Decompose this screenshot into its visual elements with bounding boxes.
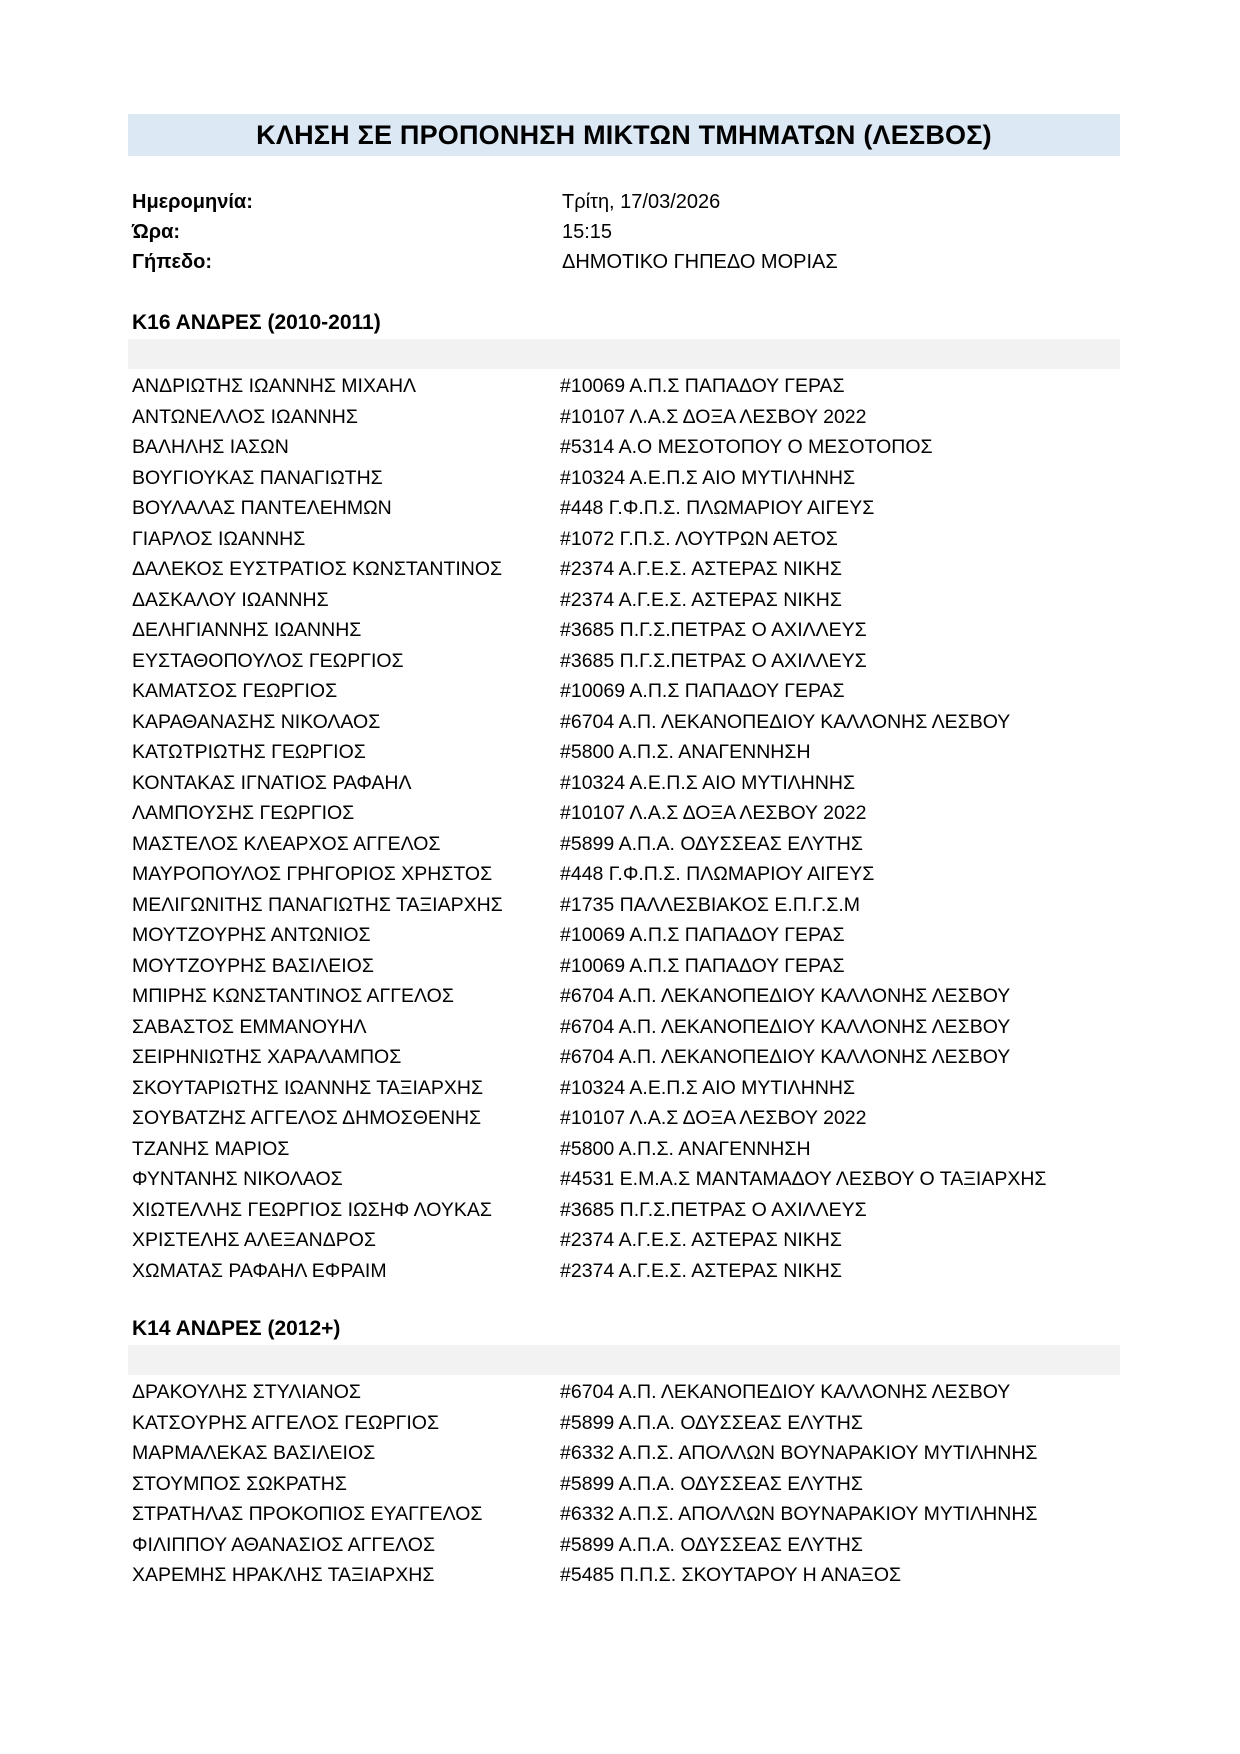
player-club: #1072 Γ.Π.Σ. ΛΟΥΤΡΩΝ ΑΕΤΟΣ	[560, 527, 838, 550]
player-name: ΜΑΡΜΑΛΕΚΑΣ ΒΑΣΙΛΕΙΟΣ	[132, 1442, 376, 1464]
time-label: Ώρα:	[132, 221, 181, 243]
field-label: Γήπεδο:	[132, 251, 213, 273]
date-label: Ημερομηνία:	[132, 191, 253, 213]
player-name: ΣΚΟΥΤΑΡΙΩΤΗΣ ΙΩΑΝΝΗΣ ΤΑΞΙΑΡΧΗΣ	[132, 1076, 484, 1099]
player-club: #2374 Α.Γ.Ε.Σ. ΑΣΤΕΡΑΣ ΝΙΚΗΣ	[560, 1259, 842, 1282]
player-row	[132, 1073, 1120, 1104]
section-title-k14: Κ14 ΑΝΔΡΕΣ (2012+)	[132, 1317, 341, 1340]
player-row	[132, 768, 1120, 799]
section-band-k16	[128, 339, 1120, 369]
player-row	[132, 859, 1120, 890]
date-row	[132, 187, 1112, 217]
player-row	[132, 1408, 1120, 1439]
player-club: #2374 Α.Γ.Ε.Σ. ΑΣΤΕΡΑΣ ΝΙΚΗΣ	[560, 588, 842, 611]
player-club: #3685 Π.Γ.Σ.ΠΕΤΡΑΣ Ο ΑΧΙΛΛΕΥΣ	[560, 1198, 867, 1221]
player-row	[132, 1469, 1120, 1500]
player-row	[132, 798, 1120, 829]
player-name: ΒΑΛΗΛΗΣ ΙΑΣΩΝ	[132, 436, 289, 458]
date-value: Τρίτη, 17/03/2026	[562, 191, 721, 213]
player-club: #3685 Π.Γ.Σ.ΠΕΤΡΑΣ Ο ΑΧΙΛΛΕΥΣ	[560, 619, 867, 641]
player-club: #10107 Λ.Α.Σ ΔΟΞΑ ΛΕΣΒΟΥ 2022	[560, 1107, 867, 1129]
player-club: #1735 ΠΑΛΛΕΣΒΙΑΚΟΣ Ε.Π.Γ.Σ.Μ	[560, 893, 860, 916]
player-club: #6332 Α.Π.Σ. ΑΠΟΛΛΩΝ ΒΟΥΝΑΡΑΚΙΟΥ ΜΥΤΙΛΗΝΗΣ	[560, 1442, 1038, 1464]
document-title: ΚΛΗΣΗ ΣΕ ΠΡΟΠΟΝΗΣΗ ΜΙΚΤΩΝ ΤΜΗΜΑΤΩΝ (ΛΕΣΒΟΣ)	[256, 120, 992, 150]
player-row	[132, 524, 1120, 555]
player-name: ΧΩΜΑΤΑΣ ΡΑΦΑΗΛ ΕΦΡΑΙΜ	[132, 1259, 387, 1282]
player-row	[132, 951, 1120, 982]
player-name: ΚΑΤΩΤΡΙΩΤΗΣ ΓΕΩΡΓΙΟΣ	[132, 741, 366, 763]
player-row	[132, 1195, 1120, 1226]
player-name: ΜΟΥΤΖΟΥΡΗΣ ΒΑΣΙΛΕΙΟΣ	[132, 954, 374, 977]
player-row	[132, 1012, 1120, 1043]
player-row	[132, 676, 1120, 707]
player-row	[132, 1499, 1120, 1530]
player-row	[132, 493, 1120, 524]
player-row	[132, 920, 1120, 951]
player-name: ΜΟΥΤΖΟΥΡΗΣ ΑΝΤΩΝΙΟΣ	[132, 924, 371, 946]
section-band-k14	[128, 1345, 1120, 1375]
player-club: #10324 Α.Ε.Π.Σ ΑΙΟ ΜΥΤΙΛΗΝΗΣ	[560, 771, 856, 794]
player-name: ΚΑΡΑΘΑΝΑΣΗΣ ΝΙΚΟΛΑΟΣ	[132, 710, 381, 733]
player-club: #6704 Α.Π. ΛΕΚΑΝΟΠΕΔΙΟΥ ΚΑΛΛΟΝΗΣ ΛΕΣΒΟΥ	[560, 1381, 1011, 1403]
player-club: #6704 Α.Π. ΛΕΚΑΝΟΠΕΔΙΟΥ ΚΑΛΛΟΝΗΣ ΛΕΣΒΟΥ	[560, 1046, 1011, 1068]
field-row	[132, 247, 1112, 277]
player-club: #6704 Α.Π. ΛΕΚΑΝΟΠΕΔΙΟΥ ΚΑΛΛΟΝΗΣ ΛΕΣΒΟΥ	[560, 1015, 1011, 1038]
player-name: ΚΑΜΑΤΣΟΣ ΓΕΩΡΓΙΟΣ	[132, 680, 338, 702]
player-name: ΦΥΝΤΑΝΗΣ ΝΙΚΟΛΑΟΣ	[132, 1168, 343, 1190]
player-name: ΣΤΟΥΜΠΟΣ ΣΩΚΡΑΤΗΣ	[132, 1472, 347, 1495]
player-list-k16	[132, 371, 1120, 1286]
player-row	[132, 432, 1120, 463]
player-club: #5314 Α.Ο ΜΕΣΟΤΟΠΟΥ Ο ΜΕΣΟΤΟΠΟΣ	[560, 436, 933, 458]
player-club: #4531 Ε.Μ.Α.Σ ΜΑΝΤΑΜΑΔΟΥ ΛΕΣΒΟΥ Ο ΤΑΞΙΑΡΧΗΣ	[560, 1168, 1047, 1190]
player-club: #6704 Α.Π. ΛΕΚΑΝΟΠΕΔΙΟΥ ΚΑΛΛΟΝΗΣ ΛΕΣΒΟΥ	[560, 710, 1011, 733]
player-club: #5899 Α.Π.Α. ΟΔΥΣΣΕΑΣ ΕΛΥΤΗΣ	[560, 1411, 863, 1434]
player-name: ΤΖΑΝΗΣ ΜΑΡΙΟΣ	[132, 1137, 290, 1160]
player-club: #10324 Α.Ε.Π.Σ ΑΙΟ ΜΥΤΙΛΗΝΗΣ	[560, 466, 856, 489]
time-row	[132, 217, 1112, 247]
player-club: #2374 Α.Γ.Ε.Σ. ΑΣΤΕΡΑΣ ΝΙΚΗΣ	[560, 1229, 842, 1251]
player-name: ΕΥΣΤΑΘΟΠΟΥΛΟΣ ΓΕΩΡΓΙΟΣ	[132, 649, 404, 672]
player-club: #6332 Α.Π.Σ. ΑΠΟΛΛΩΝ ΒΟΥΝΑΡΑΚΙΟΥ ΜΥΤΙΛΗΝΗΣ	[560, 1503, 1038, 1525]
player-row	[132, 981, 1120, 1012]
field-value: ΔΗΜΟΤΙΚΟ ΓΗΠΕΔΟ ΜΟΡΙΑΣ	[562, 251, 838, 273]
player-row	[132, 1377, 1120, 1408]
player-row	[132, 1530, 1120, 1561]
player-row	[132, 554, 1120, 585]
player-name: ΜΕΛΙΓΩΝΙΤΗΣ ΠΑΝΑΓΙΩΤΗΣ ΤΑΞΙΑΡΧΗΣ	[132, 893, 503, 916]
player-row	[132, 1164, 1120, 1195]
player-name: ΒΟΥΓΙΟΥΚΑΣ ΠΑΝΑΓΙΩΤΗΣ	[132, 466, 383, 489]
player-club: #5899 Α.Π.Α. ΟΔΥΣΣΕΑΣ ΕΛΥΤΗΣ	[560, 832, 863, 855]
player-row	[132, 402, 1120, 433]
player-row	[132, 1225, 1120, 1256]
player-row	[132, 829, 1120, 860]
player-row	[132, 1042, 1120, 1073]
player-name: ΓΙΑΡΛΟΣ ΙΩΑΝΝΗΣ	[132, 527, 306, 550]
player-name: ΒΟΥΛΑΛΑΣ ΠΑΝΤΕΛΕΗΜΩΝ	[132, 497, 392, 519]
player-name: ΜΠΙΡΗΣ ΚΩΝΣΤΑΝΤΙΝΟΣ ΑΓΓΕΛΟΣ	[132, 985, 454, 1007]
player-club: #448 Γ.Φ.Π.Σ. ΠΛΩΜΑΡΙΟΥ ΑΙΓΕΥΣ	[560, 863, 875, 885]
player-name: ΔΑΣΚΑΛΟΥ ΙΩΑΝΝΗΣ	[132, 588, 329, 611]
player-name: ΜΑΣΤΕΛΟΣ ΚΛΕΑΡΧΟΣ ΑΓΓΕΛΟΣ	[132, 832, 441, 855]
player-club: #5800 Α.Π.Σ. ΑΝΑΓΕΝΝΗΣΗ	[560, 741, 811, 763]
player-row	[132, 646, 1120, 677]
player-name: ΣΕΙΡΗΝΙΩΤΗΣ ΧΑΡΑΛΑΜΠΟΣ	[132, 1046, 402, 1068]
player-name: ΣΤΡΑΤΗΛΑΣ ΠΡΟΚΟΠΙΟΣ ΕΥΑΓΓΕΛΟΣ	[132, 1503, 483, 1525]
player-name: ΔΕΛΗΓΙΑΝΝΗΣ ΙΩΑΝΝΗΣ	[132, 619, 362, 641]
player-row	[132, 890, 1120, 921]
player-club: #10069 Α.Π.Σ ΠΑΠΑΔΟΥ ΓΕΡΑΣ	[560, 954, 845, 977]
player-row	[132, 1438, 1120, 1469]
player-row	[132, 615, 1120, 646]
player-club: #6704 Α.Π. ΛΕΚΑΝΟΠΕΔΙΟΥ ΚΑΛΛΟΝΗΣ ΛΕΣΒΟΥ	[560, 985, 1011, 1007]
player-name: ΑΝΔΡΙΩΤΗΣ ΙΩΑΝΝΗΣ ΜΙΧΑΗΛ	[132, 375, 417, 397]
player-row	[132, 1256, 1120, 1287]
player-name: ΣΟΥΒΑΤΖΗΣ ΑΓΓΕΛΟΣ ΔΗΜΟΣΘΕΝΗΣ	[132, 1107, 482, 1129]
player-name: ΚΑΤΣΟΥΡΗΣ ΑΓΓΕΛΟΣ ΓΕΩΡΓΙΟΣ	[132, 1411, 440, 1434]
player-name: ΧΙΩΤΕΛΛΗΣ ΓΕΩΡΓΙΟΣ ΙΩΣΗΦ ΛΟΥΚΑΣ	[132, 1198, 492, 1221]
player-club: #3685 Π.Γ.Σ.ΠΕΤΡΑΣ Ο ΑΧΙΛΛΕΥΣ	[560, 649, 867, 672]
player-club: #448 Γ.Φ.Π.Σ. ΠΛΩΜΑΡΙΟΥ ΑΙΓΕΥΣ	[560, 497, 875, 519]
player-row	[132, 1560, 1120, 1591]
player-club: #10324 Α.Ε.Π.Σ ΑΙΟ ΜΥΤΙΛΗΝΗΣ	[560, 1076, 856, 1099]
player-club: #2374 Α.Γ.Ε.Σ. ΑΣΤΕΡΑΣ ΝΙΚΗΣ	[560, 558, 842, 580]
player-name: ΜΑΥΡΟΠΟΥΛΟΣ ΓΡΗΓΟΡΙΟΣ ΧΡΗΣΤΟΣ	[132, 863, 493, 885]
player-row	[132, 707, 1120, 738]
player-club: #10107 Λ.Α.Σ ΔΟΞΑ ΛΕΣΒΟΥ 2022	[560, 405, 867, 428]
player-row	[132, 463, 1120, 494]
player-club: #5899 Α.Π.Α. ΟΔΥΣΣΕΑΣ ΕΛΥΤΗΣ	[560, 1472, 863, 1495]
player-row	[132, 585, 1120, 616]
player-name: ΔΑΛΕΚΟΣ ΕΥΣΤΡΑΤΙΟΣ ΚΩΝΣΤΑΝΤΙΝΟΣ	[132, 558, 503, 580]
player-club: #5899 Α.Π.Α. ΟΔΥΣΣΕΑΣ ΕΛΥΤΗΣ	[560, 1533, 863, 1556]
player-row	[132, 1103, 1120, 1134]
player-club: #10107 Λ.Α.Σ ΔΟΞΑ ΛΕΣΒΟΥ 2022	[560, 802, 867, 824]
player-row	[132, 371, 1120, 402]
player-name: ΣΑΒΑΣΤΟΣ ΕΜΜΑΝΟΥΗΛ	[132, 1015, 367, 1038]
player-club: #5800 Α.Π.Σ. ΑΝΑΓΕΝΝΗΣΗ	[560, 1137, 811, 1160]
player-club: #10069 Α.Π.Σ ΠΑΠΑΔΟΥ ΓΕΡΑΣ	[560, 680, 845, 702]
player-list-k14	[132, 1377, 1120, 1591]
player-name: ΛΑΜΠΟΥΣΗΣ ΓΕΩΡΓΙΟΣ	[132, 802, 355, 824]
player-name: ΔΡΑΚΟΥΛΗΣ ΣΤΥΛΙΑΝΟΣ	[132, 1381, 361, 1403]
section-title-k16: Κ16 ΑΝΔΡΕΣ (2010-2011)	[132, 311, 381, 334]
player-row	[132, 737, 1120, 768]
player-name: ΧΑΡΕΜΗΣ ΗΡΑΚΛΗΣ ΤΑΞΙΑΡΧΗΣ	[132, 1564, 435, 1586]
player-club: #10069 Α.Π.Σ ΠΑΠΑΔΟΥ ΓΕΡΑΣ	[560, 924, 845, 946]
player-club: #10069 Α.Π.Σ ΠΑΠΑΔΟΥ ΓΕΡΑΣ	[560, 375, 845, 397]
player-name: ΑΝΤΩΝΕΛΛΟΣ ΙΩΑΝΝΗΣ	[132, 405, 358, 428]
player-name: ΦΙΛΙΠΠΟΥ ΑΘΑΝΑΣΙΟΣ ΑΓΓΕΛΟΣ	[132, 1533, 435, 1556]
player-name: ΚΟΝΤΑΚΑΣ ΙΓΝΑΤΙΟΣ ΡΑΦΑΗΛ	[132, 771, 412, 794]
time-value: 15:15	[562, 221, 613, 243]
player-row	[132, 1134, 1120, 1165]
player-club: #5485 Π.Π.Σ. ΣΚΟΥΤΑΡΟΥ Η ΑΝΑΞΟΣ	[560, 1564, 902, 1586]
player-name: ΧΡΙΣΤΕΛΗΣ ΑΛΕΞΑΝΔΡΟΣ	[132, 1229, 376, 1251]
